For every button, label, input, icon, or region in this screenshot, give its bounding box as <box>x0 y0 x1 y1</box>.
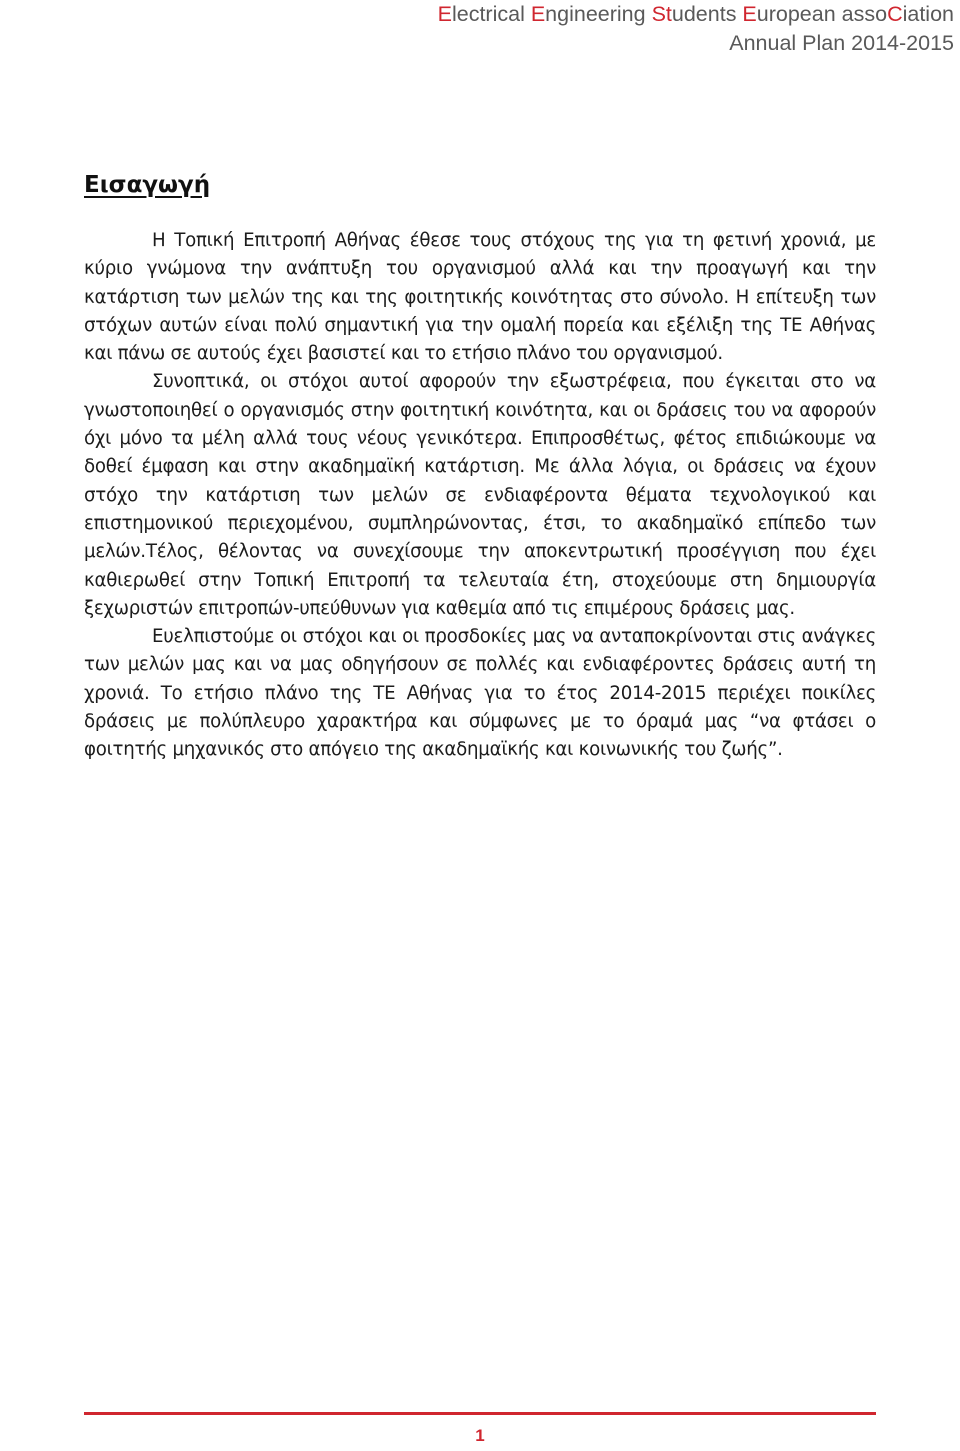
footer-divider <box>84 1412 876 1415</box>
page-number: 1 <box>475 1426 485 1445</box>
paragraph-goals: Συνοπτικά, οι στόχοι αυτοί αφορούν την εξωστρέφεια, που έγκειται στο να γνωστοποιηθεί ο οργανισμός στην φοιτητική κοινότητα, και οι δράσεις του να αφορούν όχι μόνο τα μέλη αλλά τους νέους γενικότερα. Επιπροσθέτως, φέτος επιδιώκουμε να δοθεί έμφαση και στην ακαδημαϊκή κατάρτιση. Με άλλα λόγια, οι δράσεις να έχουν στόχο την κατάρτιση των μελών σε ενδιαφέροντα θέματα τεχνολογικού και επιστημονικού περιεχομένου, συμπληρώνοντας, έτσι, το ακαδημαϊκό επίπεδο των μελών.Τέλος, θέλοντας να συνεχίσουμε την αποκεντρωτική προσέγγιση που έχει καθιερωθεί στην Τοπική Επιτροπή τα τελευταία έτη, στοχεύουμε στη δημιουργία ξεχωριστών επιτροπών-υπεύθυνων για καθεμία από τις επιμέρους δράσεις μας. <box>84 371 876 619</box>
section-body <box>84 227 876 765</box>
paragraph-intro: Η Τοπική Επιτροπή Αθήνας έθεσε τους στόχους της για τη φετινή χρονιά, με κύριο γνώμονα την ανάπτυξη του οργανισμού αλλά και την προαγωγή και την κατάρτιση των μελών της και της φοιτητικής κοινότητας στο σύνολο. Η επίτευξη των στόχων αυτών είναι πολύ σημαντική για την ομαλή πορεία και εξέλιξη της ΤΕ Αθήνας και πάνω σε αυτούς έχει βασιστεί και το ετήσιο πλάνο του οργανισμού. <box>84 230 876 365</box>
org-name <box>438 0 954 29</box>
org-name-part: iation <box>902 2 954 26</box>
org-name-part: St <box>651 2 672 26</box>
org-name-part: ngineering <box>545 2 652 26</box>
section-title: Εισαγωγή <box>84 172 211 198</box>
document-header <box>438 0 954 58</box>
org-name-part: uropean asso <box>756 2 888 26</box>
org-name-part: E <box>742 2 757 26</box>
org-name-part: E <box>530 2 546 26</box>
plan-subtitle: Annual Plan 2014-2015 <box>729 31 954 55</box>
org-name-part: lectrical <box>451 2 531 26</box>
paragraph-closing: Ευελπιστούμε οι στόχοι και οι προσδοκίες μας να ανταποκρίνονται στις ανάγκες των μελών μας και να μας οδηγήσουν σε πολλές και ενδιαφέροντες δράσεις αυτή τη χρονιά. Το ετήσιο πλάνο της ΤΕ Αθήνας για το έτος 2014-2015 περιέχει ποικίλες δράσεις με πολύπλευρο χαρακτήρα και σύμφωνες με το όραμά μας “να φτάσει ο φοιτητής μηχανικός στο απόγειο της ακαδημαϊκής και κοινωνικής του ζωής”. <box>84 626 876 761</box>
org-name-part: E <box>437 2 452 26</box>
org-name-part: udents <box>671 2 743 26</box>
org-name-part: C <box>887 2 903 26</box>
